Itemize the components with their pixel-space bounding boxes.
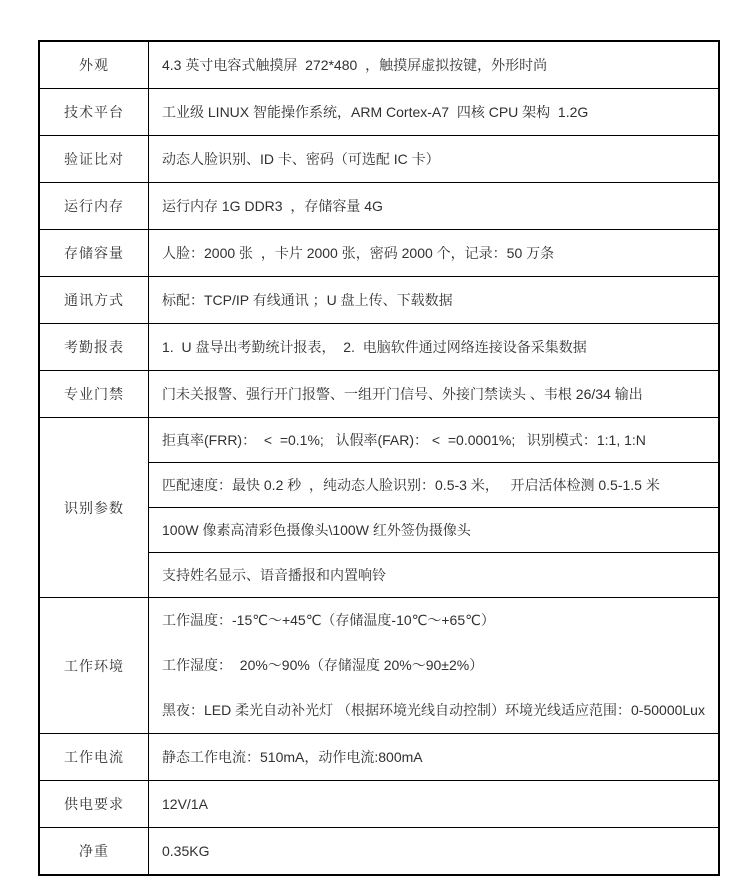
table-row — [39, 324, 719, 371]
row-value: 100W 像素高清彩色摄像头\100W 红外签伪摄像头 — [149, 508, 720, 553]
table-row — [39, 734, 719, 781]
row-value: 拒真率(FRR)： < =0.1%; 认假率(FAR)： < =0.0001%; 识别模式：1:1, 1:N — [149, 418, 720, 463]
row-value: 人脸：2000 张 ，卡片 2000 张，密码 2000 个，记录：50 万条 — [149, 230, 720, 277]
row-value-line: 工作温度：-15℃～+45℃（存储温度-10℃～+65℃） — [162, 612, 495, 629]
table-row — [39, 277, 719, 324]
row-value: 12V/1A — [149, 781, 720, 828]
row-value: 工业级 LINUX 智能操作系统，ARM Cortex-A7 四核 CPU 架构 1.2G — [149, 89, 720, 136]
table-row — [39, 136, 719, 183]
row-value: 动态人脸识别、ID 卡、密码（可选配 IC 卡） — [149, 136, 720, 183]
table-row — [39, 230, 719, 277]
row-value: 标配：TCP/IP 有线通讯 ；U 盘上传、下载数据 — [149, 277, 720, 324]
row-label: 外观 — [39, 41, 149, 89]
table-row — [39, 781, 719, 828]
table-row — [39, 828, 719, 876]
table-row — [39, 183, 719, 230]
row-value: 静态工作电流：510mA，动作电流:800mA — [149, 734, 720, 781]
row-value: 匹配速度：最快 0.2 秒 ，纯动态人脸识别：0.5-3 米， 开启活体检测 0.5-1.5 米 — [149, 463, 720, 508]
row-value: 0.35KG — [149, 828, 720, 876]
row-label: 净重 — [39, 828, 149, 876]
row-value: 1. U 盘导出考勤统计报表， 2. 电脑软件通过网络连接设备采集数据 — [149, 324, 720, 371]
row-label: 供电要求 — [39, 781, 149, 828]
table-row — [39, 41, 719, 89]
row-value-line: 黑夜：LED 柔光自动补光灯 （根据环境光线自动控制）环境光线适应范围：0-50000Lux — [162, 702, 705, 719]
row-label: 存储容量 — [39, 230, 149, 277]
table-row — [39, 371, 719, 418]
row-label: 技术平台 — [39, 89, 149, 136]
row-label: 识别参数 — [39, 418, 149, 598]
row-label: 专业门禁 — [39, 371, 149, 418]
spec-table — [38, 40, 720, 876]
row-label: 工作电流 — [39, 734, 149, 781]
row-value: 4.3 英寸电容式触摸屏 272*480 ，触摸屏虚拟按键，外形时尚 — [149, 41, 720, 89]
table-row — [39, 89, 719, 136]
row-label: 验证比对 — [39, 136, 149, 183]
row-value: 门未关报警、强行开门报警、一组开门信号、外接门禁读头 、韦根 26/34 输出 — [149, 371, 720, 418]
row-value: 运行内存 1G DDR3 ，存储容量 4G — [149, 183, 720, 230]
table-row — [39, 418, 719, 463]
table-row — [39, 598, 719, 734]
row-value — [149, 598, 720, 734]
row-label: 通讯方式 — [39, 277, 149, 324]
row-value-line: 工作湿度： 20%～90%（存储湿度 20%～90±2%） — [162, 657, 484, 674]
row-label: 运行内存 — [39, 183, 149, 230]
row-label: 工作环境 — [39, 598, 149, 734]
row-label: 考勤报表 — [39, 324, 149, 371]
row-value: 支持姓名显示、语音播报和内置响铃 — [149, 553, 720, 598]
spec-table-body — [39, 41, 719, 875]
